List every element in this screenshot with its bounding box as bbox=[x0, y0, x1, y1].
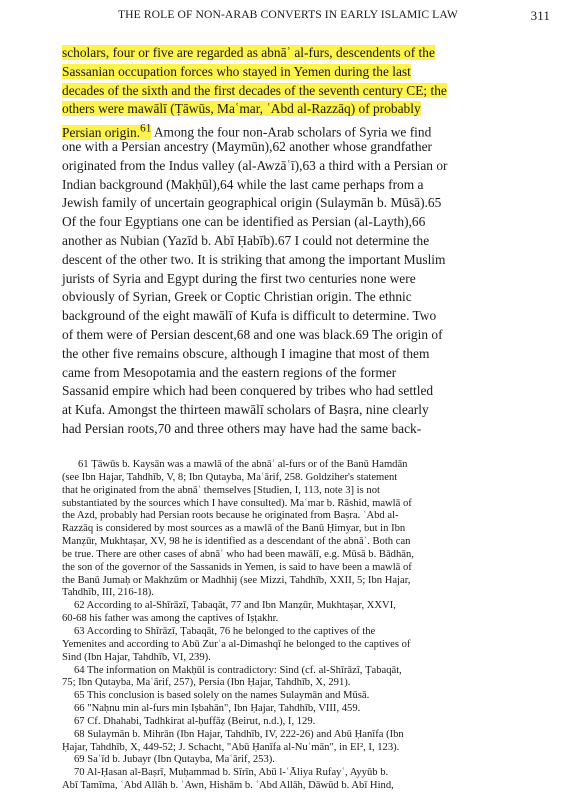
footnote-line: the Banū Jumaḥ or Makhzūm or Madhhij (see Mizzi, Tahdhīb, XXII, 5; Ibn Hajar, bbox=[62, 574, 411, 586]
body-line: jurists of Syria and Egypt during the first two centuries none were bbox=[62, 270, 416, 286]
page-number: 311 bbox=[530, 8, 550, 23]
body-line: came from Mesopotamia and the eastern regions of the former bbox=[62, 364, 397, 380]
footnotes bbox=[62, 459, 502, 793]
footnote-ref-61[interactable]: 61 bbox=[140, 122, 152, 135]
footnote-68-start: 68 Sulaymān b. Mihrān (Ibn Hajar, Tahdhīb, IV, 222-26) and Abū Ḥanīfa (Ibn bbox=[74, 728, 404, 740]
body-line bbox=[62, 82, 502, 101]
footnote-69: 69 Saʿīd b. Jubayr (Ibn Qutayba, Maʿārif, 253). bbox=[74, 754, 275, 766]
footnote-line: Ḥajar, Tahdhīb, X, 449-52; J. Schacht, "Abū Ḥanīfa al-Nuʿmān", in EI², I, 123). bbox=[62, 741, 400, 753]
body-line: descent of the other two. It is striking that among the important Muslim bbox=[62, 251, 446, 267]
body-text-rest: Among the four non-Arab scholars of Syria we find bbox=[151, 124, 432, 140]
footnote-line: substantiated by the sources which I have consulted). Maʿmar b. Rāshid, mawlā of bbox=[62, 497, 412, 509]
body-line bbox=[62, 44, 502, 63]
body-line-partial-highlight bbox=[62, 119, 502, 138]
footnote-line: be true. There are other cases of abnāʾ who had been mawālī, e.g. Mūsā b. Bādhān, bbox=[62, 548, 414, 560]
body-line: of them were of Persian descent,68 and one was black.69 The origin of bbox=[62, 326, 443, 342]
footnote-line: that he originated from the abnāʾ themselves [Studien, I, 113, note 3] is not bbox=[62, 484, 380, 496]
footnote-63-start: 63 According to Shīrāzī, Ṭabaqāt, 76 he belonged to the captives of the bbox=[74, 625, 376, 637]
body-line: Sassanid empire which had been conquered by tribes who had settled bbox=[62, 383, 434, 399]
body-line: obviously of Syrian, Greek or Coptic Christian origin. The ethnic bbox=[62, 289, 412, 305]
footnote-line: Tahdhīb, III, 216-18). bbox=[62, 587, 154, 599]
footnote-line: Manẓūr, Mukhtaṣar, XV, 98 he is identified as a descendant of the abnāʾ. Both can bbox=[62, 536, 411, 548]
footnote-line: Razzāq is considered by most sources as a mawlā of the Banū Ḥimyar, but in Ibn bbox=[62, 523, 406, 535]
body-line: Of the four Egyptians one can be identified as Persian (al-Layth),66 bbox=[62, 214, 426, 230]
body-line: Jewish family of uncertain geographical origin (Sulaymān b. Mūsā).65 bbox=[62, 195, 442, 211]
highlighted-text: Persian origin.$^{61}$ bbox=[62, 122, 152, 140]
footnote-62-start: 62 According to al-Shīrāzī, Ṭabaqāt, 77 and Ibn Manẓūr, Mukhtaṣar, XXVI, bbox=[74, 600, 396, 612]
highlighted-text: scholars, four or five are regarded as abnāʾ al-furs, descendents of the bbox=[62, 45, 435, 60]
highlighted-text: decades of the sixth and the first decades of the seventh century CE; the bbox=[62, 82, 447, 98]
footnote-70-start: 70 Al-Ḥasan al-Baṣrī, Muḥammad b. Sīrīn, Abū l-ʿĀliya Rufayʿ, Ayyūb b. bbox=[74, 767, 389, 779]
footnote-line: the Azd, probably had Persian roots because he originated from Baṣra. ʿAbd al- bbox=[62, 510, 399, 522]
running-head-title: THE ROLE OF NON-ARAB CONVERTS IN EARLY ISLAMIC LAW bbox=[118, 8, 458, 21]
body-line: Indian background (Makḥūl),64 while the last came perhaps from a bbox=[62, 176, 424, 192]
footnote-line: Yemenites and according to Abū Zurʿa al-Dimashqī he belonged to the captives of bbox=[62, 638, 411, 650]
highlighted-text: others were mawālī (Ṭāwūs, Maʿmar, ʿAbd al-Razzāq) of probably bbox=[62, 101, 421, 117]
running-head bbox=[118, 8, 550, 21]
footnote-line: Sind (Ibn Hajar, Tahdhīb, VI, 239). bbox=[62, 651, 211, 663]
body-line: background of the eight mawālī of Kufa is difficult to determine. Two bbox=[62, 308, 437, 324]
footnote-67: 67 Cf. Dhahabi, Tadhkirat al-ḥuffāẓ (Beirut, n.d.), I, 129. bbox=[74, 715, 316, 727]
footnote-64-start: 64 The information on Makḥūl is contradictory: Sind (cf. al-Shīrāzī, Ṭabaqāt, bbox=[74, 664, 402, 676]
body-line bbox=[62, 100, 502, 119]
footnote-line: 75; Ibn Qutayba, Maʿārif, 257), Persia (Ibn Ḥajar, Tahdhīb, X, 291). bbox=[62, 677, 351, 689]
highlighted-text: Sassanian occupation forces who stayed in Yemen during the last bbox=[62, 63, 411, 79]
footnote-line: Abī Tamīma, ʿAbd Allāh b. ʿAwn, Hishām b. ʿAbd Allāh, Dāwūd b. Abī Hind, bbox=[62, 780, 394, 792]
footnote-65: 65 This conclusion is based solely on the names Sulaymān and Mūsā. bbox=[74, 690, 370, 702]
body-line: at Kufa. Amongst the thirteen mawālī scholars of Baṣra, nine clearly bbox=[62, 402, 429, 418]
footnote-66: 66 "Naḥnu min al-furs min Iṣbahān", Ibn Ḥajar, Tahdhīb, VIII, 459. bbox=[74, 703, 361, 715]
footnote-line: 60-68 his father was among the captives of Iṣṭakhr. bbox=[62, 613, 279, 625]
body-line: one with a Persian ancestry (Maymūn),62 another whose grandfather bbox=[62, 138, 432, 154]
footnote-line: the son of the governor of the Sassanids in Yemen, is said to have been a mawlā of bbox=[62, 561, 412, 573]
body-line: originated from the Indus valley (al-Awzāʿī),63 a third with a Persian or bbox=[62, 157, 448, 173]
body-line bbox=[62, 63, 502, 82]
body-line: another as Nubian (Yazīd b. Abī Ḥabīb).67 I could not determine the bbox=[62, 232, 430, 248]
body-line: the other five remains obscure, although I imagine that most of them bbox=[62, 345, 430, 361]
footnote-line: (see Ibn Hajar, Tahdhīb, V, 8; Ibn Qutayba, Maʿārif, 258. Goldziher's statement bbox=[62, 471, 398, 483]
body-text bbox=[62, 44, 502, 439]
body-line: had Persian roots,70 and three others may have had the same back- bbox=[62, 420, 422, 436]
footnote-61-start: 61 Ṭāwūs b. Kaysān was a mawlā of the abnāʾ al-furs or of the Banū Hamdān bbox=[78, 459, 408, 470]
